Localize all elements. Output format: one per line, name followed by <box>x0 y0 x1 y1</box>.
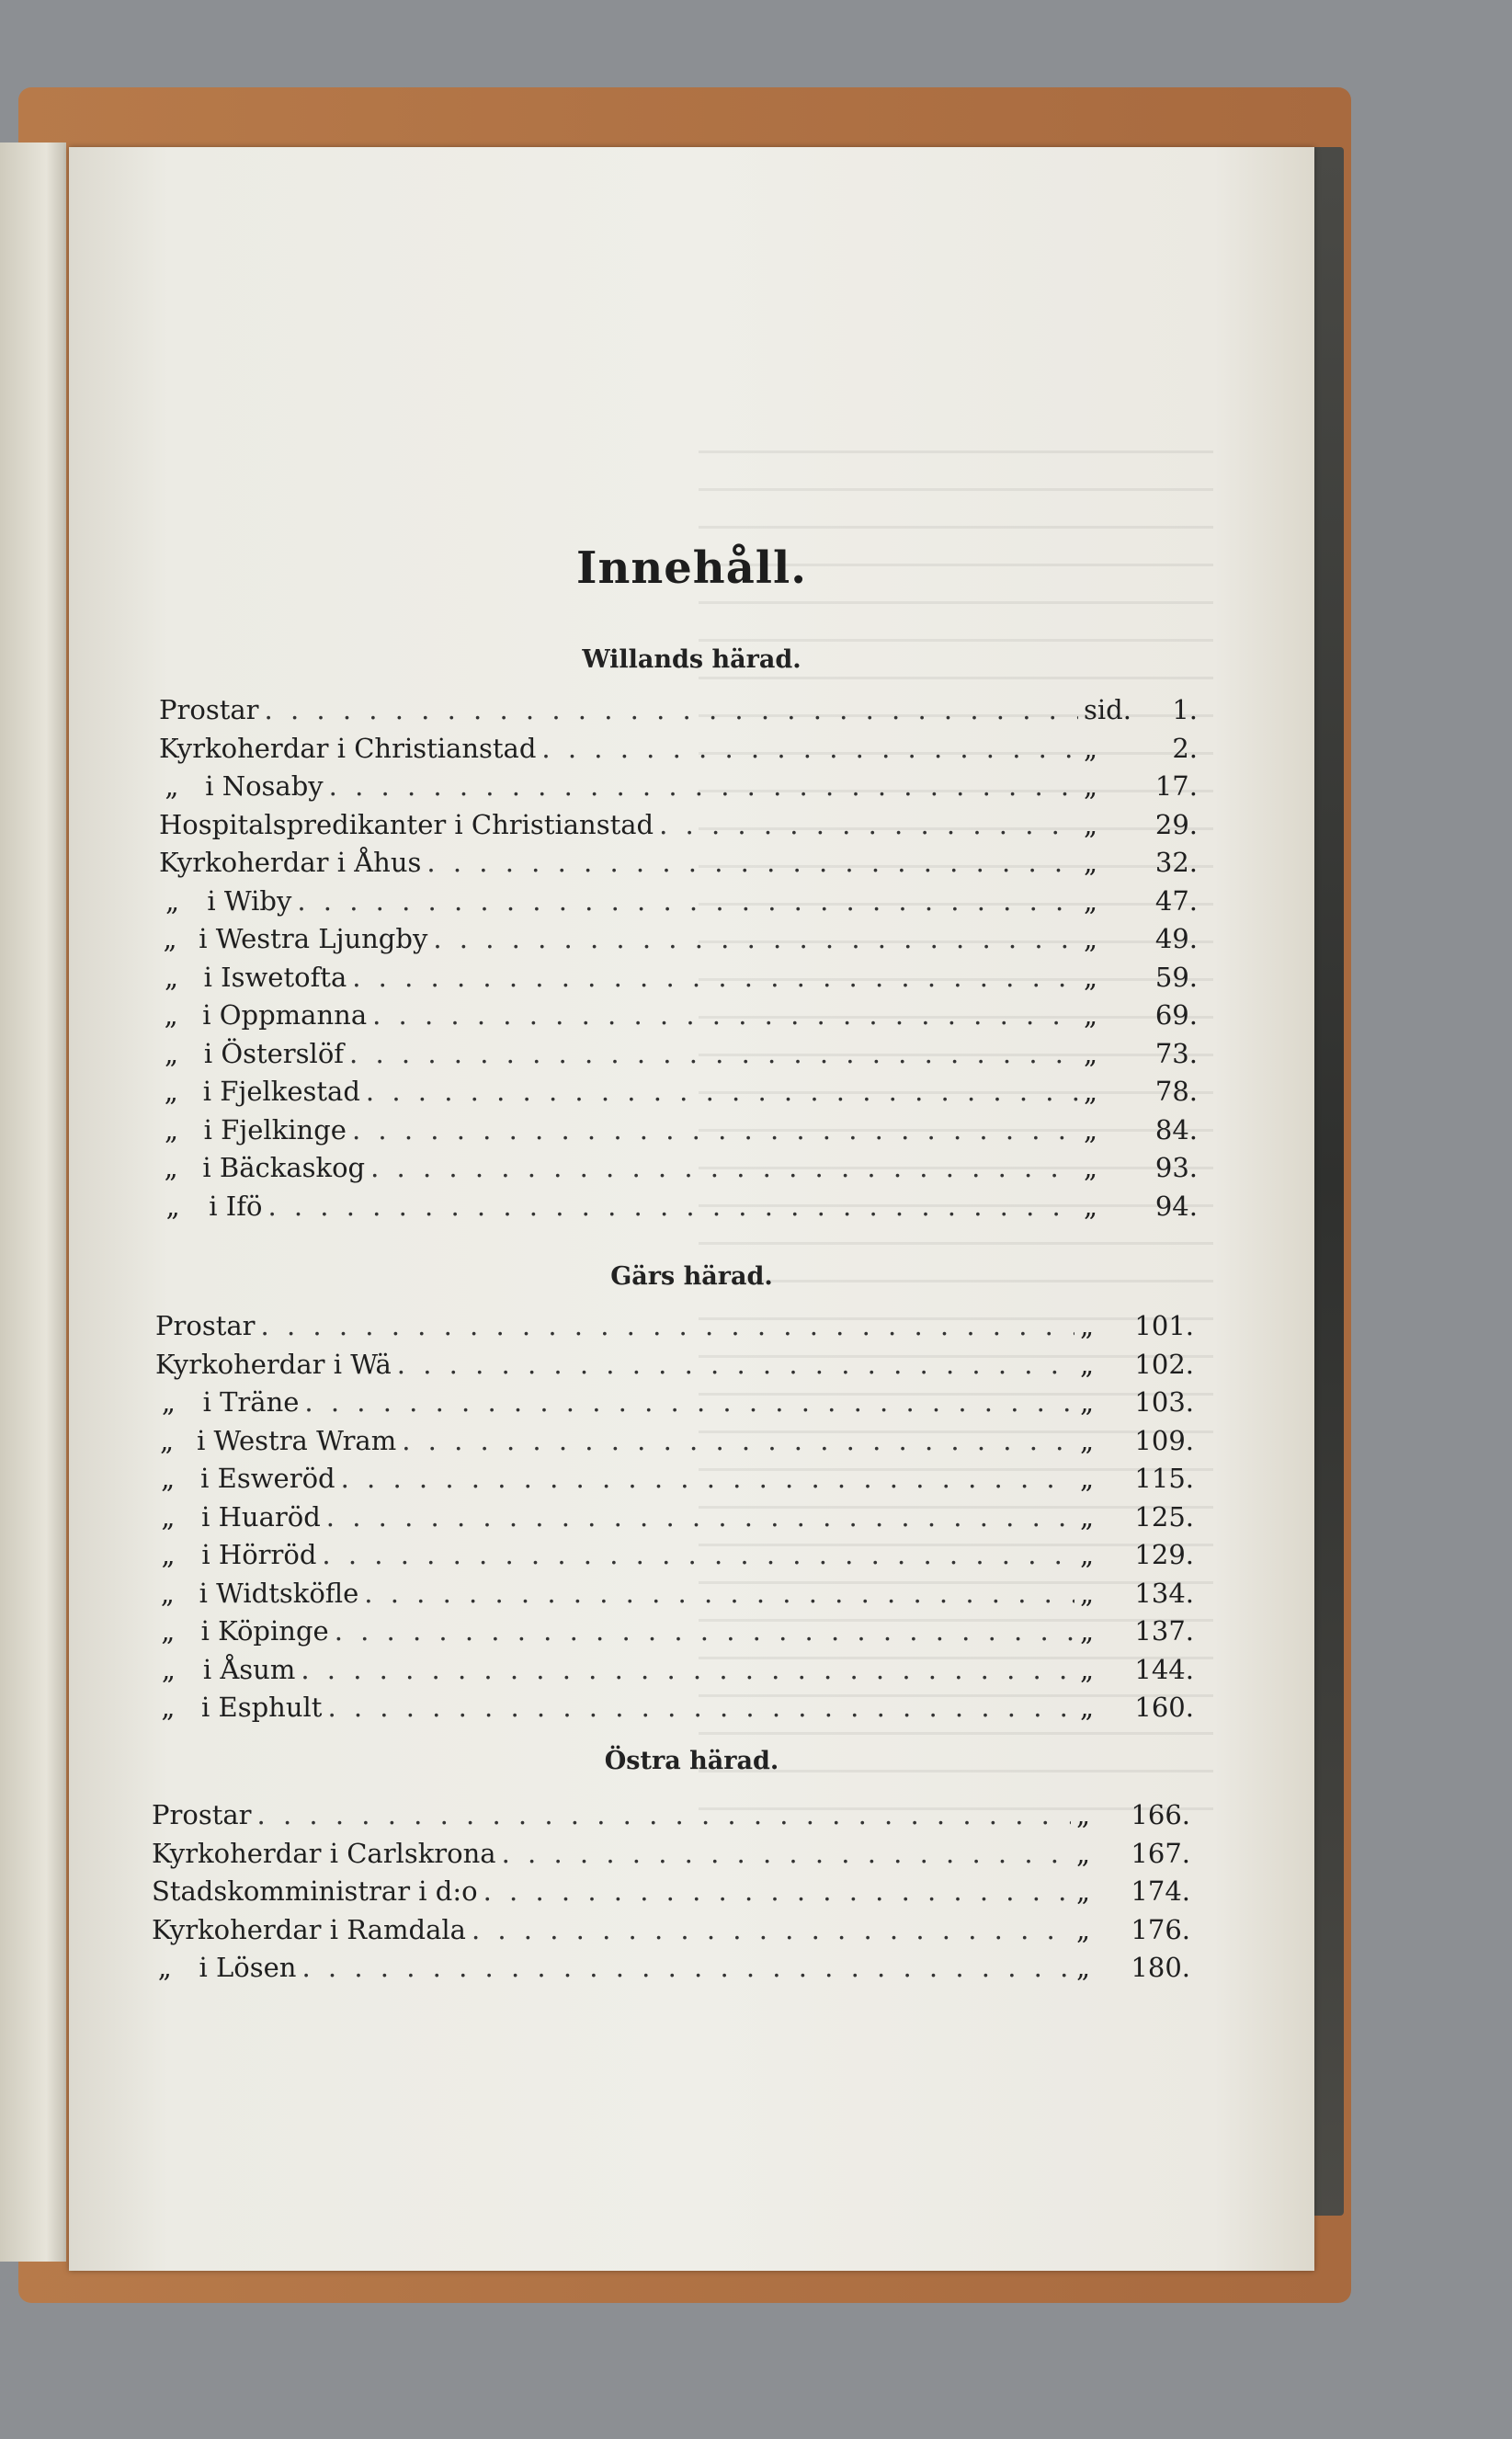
dot-leader <box>366 1076 1078 1107</box>
page-prefix: „ <box>1080 1577 1095 1609</box>
dot-leader <box>352 962 1078 993</box>
dot-leader <box>541 733 1078 764</box>
page-prefix: „ <box>1083 1037 1098 1069</box>
ditto-mark: „ <box>165 1113 179 1145</box>
toc-row <box>155 1349 1194 1385</box>
dot-leader <box>352 1114 1078 1145</box>
section-heading: Willands härad. <box>582 645 801 674</box>
page-prefix: „ <box>1076 1837 1091 1869</box>
page-prefix: „ <box>1079 1692 1095 1723</box>
toc-row <box>152 1799 1190 1836</box>
dot-leader <box>659 809 1078 840</box>
toc-row <box>155 1501 1194 1538</box>
page-number: 49. <box>1154 923 1198 954</box>
dot-leader <box>397 1349 1074 1380</box>
dot-leader <box>301 1952 1071 1983</box>
page-number: 102. <box>1134 1348 1194 1380</box>
page-number: 180. <box>1131 1952 1190 1983</box>
toc-row <box>159 1191 1198 1227</box>
page-prefix: „ <box>1083 1190 1098 1222</box>
toc-row <box>159 1114 1198 1151</box>
toc-row <box>152 1838 1190 1875</box>
toc-entry-label: Stadskomministrar i d:o <box>152 1875 478 1907</box>
toc-entry-label: i Lösen <box>199 1952 297 1983</box>
toc-row <box>159 809 1198 846</box>
toc-entry-label: i Oppmanna <box>202 999 368 1031</box>
toc-entry-label: i Westra Wram <box>197 1424 397 1456</box>
ditto-mark: „ <box>161 1463 176 1494</box>
contents-page <box>69 147 1314 2271</box>
section-heading: Gärs härad. <box>610 1262 773 1291</box>
toc-entry-label: i Wiby <box>207 884 292 917</box>
dot-leader <box>301 1654 1074 1685</box>
page-number: 144. <box>1134 1653 1194 1685</box>
toc-entry-label: i Widtsköfle <box>199 1577 359 1609</box>
page-prefix: „ <box>1080 1424 1095 1456</box>
dot-leader <box>327 1692 1074 1723</box>
toc-row <box>159 733 1198 769</box>
toc-entry-label: i Ifö <box>209 1190 263 1222</box>
toc-entry-label: i Huaröd <box>201 1500 321 1533</box>
toc-entry-label: Kyrkoherdar i Ramdala <box>152 1913 466 1945</box>
toc-row <box>159 1152 1198 1189</box>
page-prefix: „ <box>1084 884 1098 917</box>
page-content <box>69 147 1314 2271</box>
toc-entry-label: i Iswetofta <box>203 961 347 993</box>
toc-entry-label: Prostar <box>152 1799 252 1830</box>
dot-leader <box>322 1539 1074 1570</box>
page-prefix: „ <box>1084 1152 1098 1183</box>
toc-row <box>155 1615 1194 1652</box>
page-number: 101. <box>1134 1310 1194 1341</box>
dot-leader <box>372 999 1078 1031</box>
page-number: 94. <box>1154 1190 1198 1222</box>
toc-entry-label: i Hörröd <box>201 1539 317 1570</box>
dot-leader <box>326 1501 1074 1533</box>
page-number: 29. <box>1154 808 1198 840</box>
ditto-mark: „ <box>164 1076 178 1107</box>
facing-page-edge <box>0 142 66 2262</box>
ditto-mark: „ <box>161 1692 176 1723</box>
toc-entry-label: i Esphult <box>201 1692 323 1723</box>
page-number: 174. <box>1131 1875 1190 1907</box>
dot-leader <box>257 1799 1071 1830</box>
page-prefix: „ <box>1076 1913 1091 1945</box>
page-prefix: „ <box>1084 961 1098 993</box>
dot-leader <box>433 923 1078 954</box>
toc-entry-label: i Åsum <box>202 1653 296 1685</box>
page-prefix: „ <box>1080 1615 1095 1647</box>
toc-entry-label: Kyrkoherdar i Carlskrona <box>152 1837 496 1869</box>
page-number: 109. <box>1134 1424 1194 1456</box>
dot-leader <box>297 885 1078 917</box>
page-number: 59. <box>1154 961 1198 993</box>
toc-row <box>155 1463 1194 1499</box>
page-number: 78. <box>1154 1076 1198 1107</box>
page-prefix: „ <box>1084 1113 1098 1145</box>
toc-row <box>155 1539 1194 1576</box>
ditto-mark: „ <box>165 1190 180 1222</box>
toc-row <box>155 1425 1194 1462</box>
dot-leader <box>261 1310 1074 1341</box>
toc-row <box>159 1038 1198 1075</box>
page-number: 2. <box>1172 732 1198 764</box>
toc-row <box>159 923 1198 960</box>
toc-row <box>155 1654 1194 1691</box>
page-number: 69. <box>1154 999 1198 1031</box>
page-prefix: „ <box>1083 770 1098 802</box>
dot-leader <box>349 1038 1078 1069</box>
ditto-mark: „ <box>161 1386 176 1418</box>
ditto-mark: „ <box>163 923 177 954</box>
toc-entry-label: Kyrkoherdar i Åhus <box>159 847 422 878</box>
ditto-mark: „ <box>164 999 178 1031</box>
page-prefix: „ <box>1080 1463 1095 1494</box>
page-number: 166. <box>1131 1799 1190 1830</box>
ditto-mark: „ <box>161 1539 176 1570</box>
page-number: 32. <box>1154 847 1198 878</box>
page-number: 1. <box>1172 694 1198 725</box>
toc-entry-label: Prostar <box>155 1310 256 1341</box>
dot-leader <box>341 1463 1074 1494</box>
page-prefix: „ <box>1076 1875 1091 1907</box>
page-prefix: „ <box>1083 999 1098 1031</box>
page-prefix: „ <box>1083 923 1098 954</box>
page-prefix: sid. <box>1084 694 1131 725</box>
dot-leader <box>502 1838 1071 1869</box>
dot-leader <box>265 694 1078 725</box>
page-prefix: „ <box>1084 732 1098 764</box>
ditto-mark: „ <box>165 1037 179 1069</box>
ditto-mark: „ <box>160 1577 175 1609</box>
page-number: 134. <box>1134 1577 1194 1609</box>
toc-row <box>152 1914 1190 1951</box>
toc-row <box>159 847 1198 883</box>
toc-entry-label: i Esweröd <box>200 1463 335 1494</box>
ditto-mark: „ <box>165 884 180 917</box>
dot-leader <box>364 1578 1074 1609</box>
ditto-mark: „ <box>157 1952 172 1983</box>
dot-leader <box>370 1152 1078 1183</box>
ditto-mark: „ <box>164 1152 178 1183</box>
page-prefix: „ <box>1080 1386 1095 1418</box>
toc-row <box>159 962 1198 998</box>
page-prefix: „ <box>1076 1799 1091 1830</box>
ditto-mark: „ <box>165 770 179 802</box>
dot-leader <box>304 1386 1074 1418</box>
toc-entry-label: Hospitalspredikanter i Christianstad <box>159 808 654 840</box>
page-number: 103. <box>1134 1386 1194 1418</box>
toc-entry-label: Prostar <box>159 694 259 725</box>
page-number: 137. <box>1134 1615 1194 1647</box>
page-number: 167. <box>1131 1837 1190 1869</box>
page-number: 84. <box>1154 1113 1198 1145</box>
toc-row <box>155 1578 1194 1614</box>
toc-row <box>155 1310 1194 1347</box>
dot-leader <box>472 1914 1071 1945</box>
toc-row <box>159 885 1198 922</box>
page-number: 125. <box>1134 1500 1194 1533</box>
toc-row <box>159 1076 1198 1112</box>
toc-row <box>152 1952 1190 1989</box>
toc-entry-label: Kyrkoherdar i Christianstad <box>159 732 537 764</box>
toc-row <box>159 999 1198 1036</box>
page-prefix: „ <box>1080 1500 1095 1533</box>
dot-leader <box>402 1425 1074 1456</box>
toc-entry-label: i Träne <box>202 1386 300 1418</box>
toc-entry-label: i Österslöf <box>203 1037 345 1069</box>
ditto-mark: „ <box>161 1653 176 1685</box>
page-prefix: „ <box>1080 1348 1095 1380</box>
dot-leader <box>483 1875 1071 1907</box>
toc-row <box>152 1875 1190 1912</box>
toc-row <box>159 694 1198 731</box>
page-prefix: „ <box>1080 1539 1095 1570</box>
page-prefix: „ <box>1084 808 1098 840</box>
page-prefix: „ <box>1076 1952 1091 1983</box>
page-title: Innehåll. <box>576 542 807 594</box>
page-prefix: „ <box>1079 1653 1095 1685</box>
page-number: 47. <box>1154 884 1198 917</box>
page-number: 17. <box>1154 770 1198 802</box>
page-number: 115. <box>1134 1463 1194 1494</box>
page-number: 73. <box>1154 1037 1198 1069</box>
toc-row <box>159 770 1198 807</box>
toc-entry-label: i Fjelkinge <box>203 1113 347 1145</box>
page-number: 176. <box>1131 1913 1190 1945</box>
toc-entry-label: i Bäckaskog <box>202 1152 366 1183</box>
ditto-mark: „ <box>164 961 179 993</box>
toc-entry-label: i Köpinge <box>200 1615 329 1647</box>
section-heading: Östra härad. <box>604 1747 779 1775</box>
page-number: 93. <box>1154 1152 1198 1183</box>
dot-leader <box>335 1615 1074 1647</box>
toc-row <box>155 1386 1194 1423</box>
dot-leader <box>329 770 1078 802</box>
toc-entry-label: i Nosaby <box>205 770 324 802</box>
toc-entry-label: i Fjelkestad <box>202 1076 360 1107</box>
page-number: 160. <box>1134 1692 1194 1723</box>
page-prefix: „ <box>1084 1076 1098 1107</box>
ditto-mark: „ <box>161 1500 176 1533</box>
dot-leader <box>426 847 1078 878</box>
page-prefix: „ <box>1084 847 1098 878</box>
ditto-mark: „ <box>161 1615 176 1647</box>
toc-row <box>155 1692 1194 1728</box>
toc-entry-label: Kyrkoherdar i Wä <box>155 1348 392 1380</box>
toc-entry-label: i Westra Ljungby <box>199 923 428 954</box>
page-prefix: „ <box>1080 1310 1095 1341</box>
dot-leader <box>267 1191 1078 1222</box>
ditto-mark: „ <box>160 1424 175 1456</box>
page-number: 129. <box>1134 1539 1194 1570</box>
